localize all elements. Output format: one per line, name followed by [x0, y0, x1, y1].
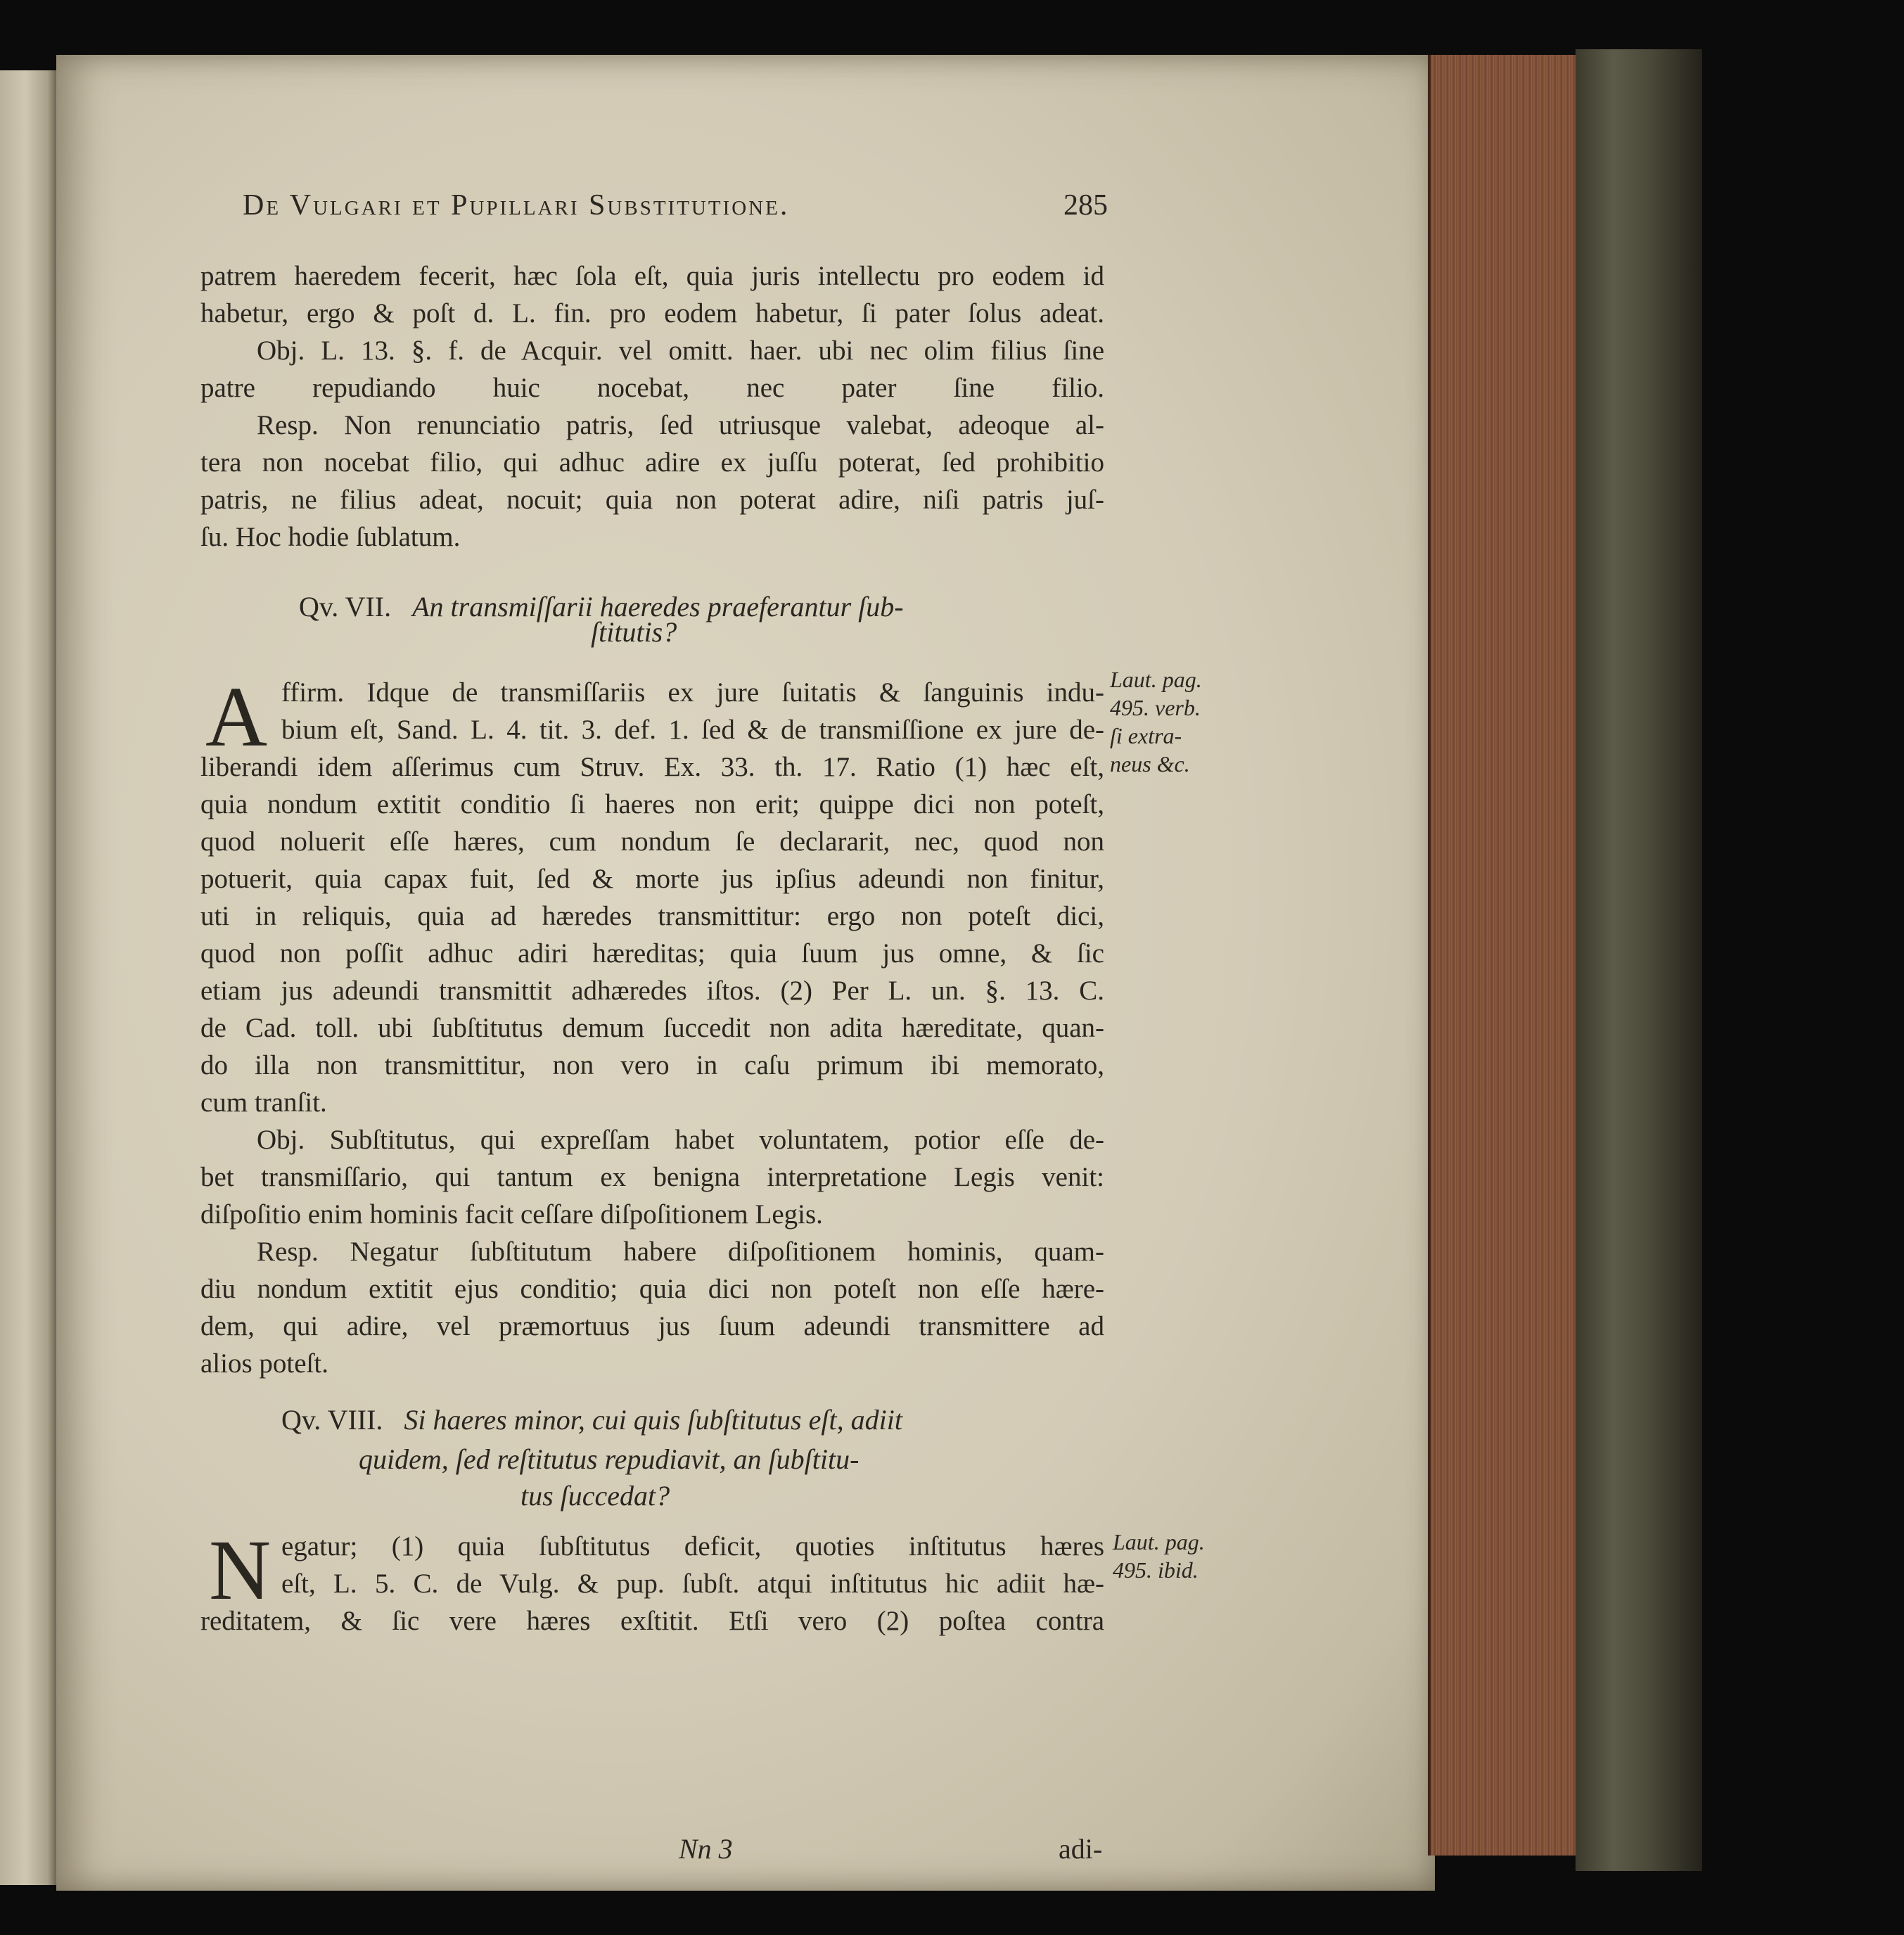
paragraph-block-3a — [281, 1528, 1104, 1602]
text-line: egatur; (1) quia ſubſtitutus deficit, quoties inſtitutus hæres — [281, 1531, 1104, 1562]
text-line: ffirm. Idque de transmiſſariis ex jure ſuitatis & ſanguinis indu- — [281, 677, 1104, 708]
text-line: quod non poſſit adhuc adiri hæreditas; quia ſuum jus omne, & ſic — [200, 938, 1104, 969]
margin-note-line: ſi extra- — [1110, 723, 1182, 748]
running-title: De Vulgari et Pupillari Substitutione. — [243, 189, 790, 222]
question-8-title-cont: quidem, ſed reſtitutus repudiavit, an ſubſtitu- — [359, 1443, 860, 1475]
text-line: do illa non transmittitur, non vero in caſu primum ibi memorato, — [200, 1050, 1104, 1080]
question-7-title-cont: ſtitutis? — [591, 616, 677, 648]
text-line: patrem haeredem fecerit, hæc ſola eſt, quia juris intellectu pro eodem id — [200, 261, 1104, 291]
catchword: adi- — [1059, 1833, 1103, 1865]
running-header — [243, 189, 1108, 222]
left-page-edge — [0, 70, 56, 1885]
text-line: cum tranſit. — [200, 1087, 327, 1118]
paragraph-block-2a — [281, 674, 1104, 748]
text-line: reditatem, & ſic vere hæres exſtitit. Etſi vero (2) poſtea contra — [200, 1606, 1104, 1636]
question-title: Si haeres minor, cui quis ſubſtitutus eſt, adiit — [404, 1404, 902, 1436]
text-line: habetur, ergo & poſt d. L. fin. pro eodem habetur, ſi pater ſolus adeat. — [200, 298, 1104, 328]
drop-cap: A — [205, 670, 268, 765]
text-line: patre repudiando huic nocebat, nec pater ſine filio. — [200, 373, 1104, 403]
text-line: Obj. L. 13. §. f. de Acquir. vel omitt. haer. ubi nec olim filius ſine — [257, 336, 1104, 366]
page-number: 285 — [1063, 189, 1108, 222]
text-line: bium eſt, Sand. L. 4. tit. 3. def. 1. ſed & de transmiſſione ex jure de- — [281, 715, 1104, 745]
signature-mark: Nn 3 — [679, 1833, 733, 1865]
text-line: uti in reliquis, quia ad hæredes transmittitur: ergo non poteſt dici, — [200, 901, 1104, 931]
text-line: tera non nocebat filio, qui adhuc adire ex juſſu poterat, ſed prohibitio — [200, 447, 1104, 478]
text-line: dem, qui adire, vel præmortuus jus ſuum adeundi transmittere ad — [200, 1311, 1104, 1341]
text-line: de Cad. toll. ubi ſubſtitutus demum ſuccedit non adita hæreditate, quan- — [200, 1013, 1104, 1043]
question-label: Qv. VII. — [299, 591, 392, 622]
margin-note-line: 495. verb. — [1110, 695, 1201, 720]
paragraph-block-2b — [200, 748, 1104, 1382]
text-line: ſu. Hoc hodie ſublatum. — [200, 522, 461, 552]
question-8-title-cont: tus ſuccedat? — [520, 1480, 670, 1512]
margin-note-line: 495. ibid. — [1113, 1557, 1199, 1583]
question-label: Qv. VIII. — [281, 1404, 383, 1436]
margin-note-line: Laut. pag. — [1113, 1529, 1205, 1554]
question-8-heading — [281, 1401, 902, 1439]
text-line: patris, ne filius adeat, nocuit; quia non poterat adire, niſi patris juſ- — [200, 485, 1104, 515]
text-line: Resp. Negatur ſubſtitutum habere diſpoſitionem hominis, quam- — [257, 1237, 1104, 1267]
text-line: alios poteſt. — [200, 1348, 328, 1379]
text-line: etiam jus adeundi transmittit adhæredes iſtos. (2) Per L. un. §. 13. C. — [200, 976, 1104, 1006]
text-line: liberandi idem aſſerimus cum Struv. Ex. 33. th. 17. Ratio (1) hæc eſt, — [200, 752, 1104, 782]
text-line: quia nondum extitit conditio ſi haeres non erit; quippe dici non poteſt, — [200, 789, 1104, 819]
text-line: quod noluerit eſſe hæres, cum nondum ſe declararit, nec, quod non — [200, 826, 1104, 857]
text-line: Resp. Non renunciatio patris, ſed utriusque valebat, adeoque al- — [257, 410, 1104, 440]
margin-note-1 — [1110, 665, 1202, 778]
drop-cap: N — [209, 1523, 271, 1618]
margin-note-2 — [1113, 1528, 1205, 1584]
paragraph-block-1 — [200, 257, 1104, 556]
text-line: eſt, L. 5. C. de Vulg. & pup. ſubſt. atqui inſtitutus hic adiit hæ- — [281, 1569, 1104, 1599]
book-fore-edge — [1428, 55, 1578, 1856]
text-line: Obj. Subſtitutus, qui expreſſam habet voluntatem, potior eſſe de- — [257, 1125, 1104, 1155]
margin-note-line: neus &c. — [1110, 751, 1190, 777]
text-line: diſpoſitio enim hominis facit ceſſare diſpoſitionem Legis. — [200, 1199, 823, 1230]
text-line: potuerit, quia capax fuit, ſed & morte jus ipſius adeundi non finitur, — [200, 864, 1104, 894]
margin-note-line: Laut. pag. — [1110, 667, 1202, 692]
text-line: diu nondum extitit ejus conditio; quia dici non poteſt non eſſe hære- — [200, 1274, 1104, 1304]
book-cover-edge — [1576, 49, 1702, 1871]
paragraph-block-3b — [200, 1602, 1104, 1640]
text-line: bet transmiſſario, qui tantum ex benigna interpretatione Legis venit: — [200, 1162, 1104, 1192]
question-title: An transmiſſarii haeredes praeferantur ſub- — [412, 591, 904, 622]
